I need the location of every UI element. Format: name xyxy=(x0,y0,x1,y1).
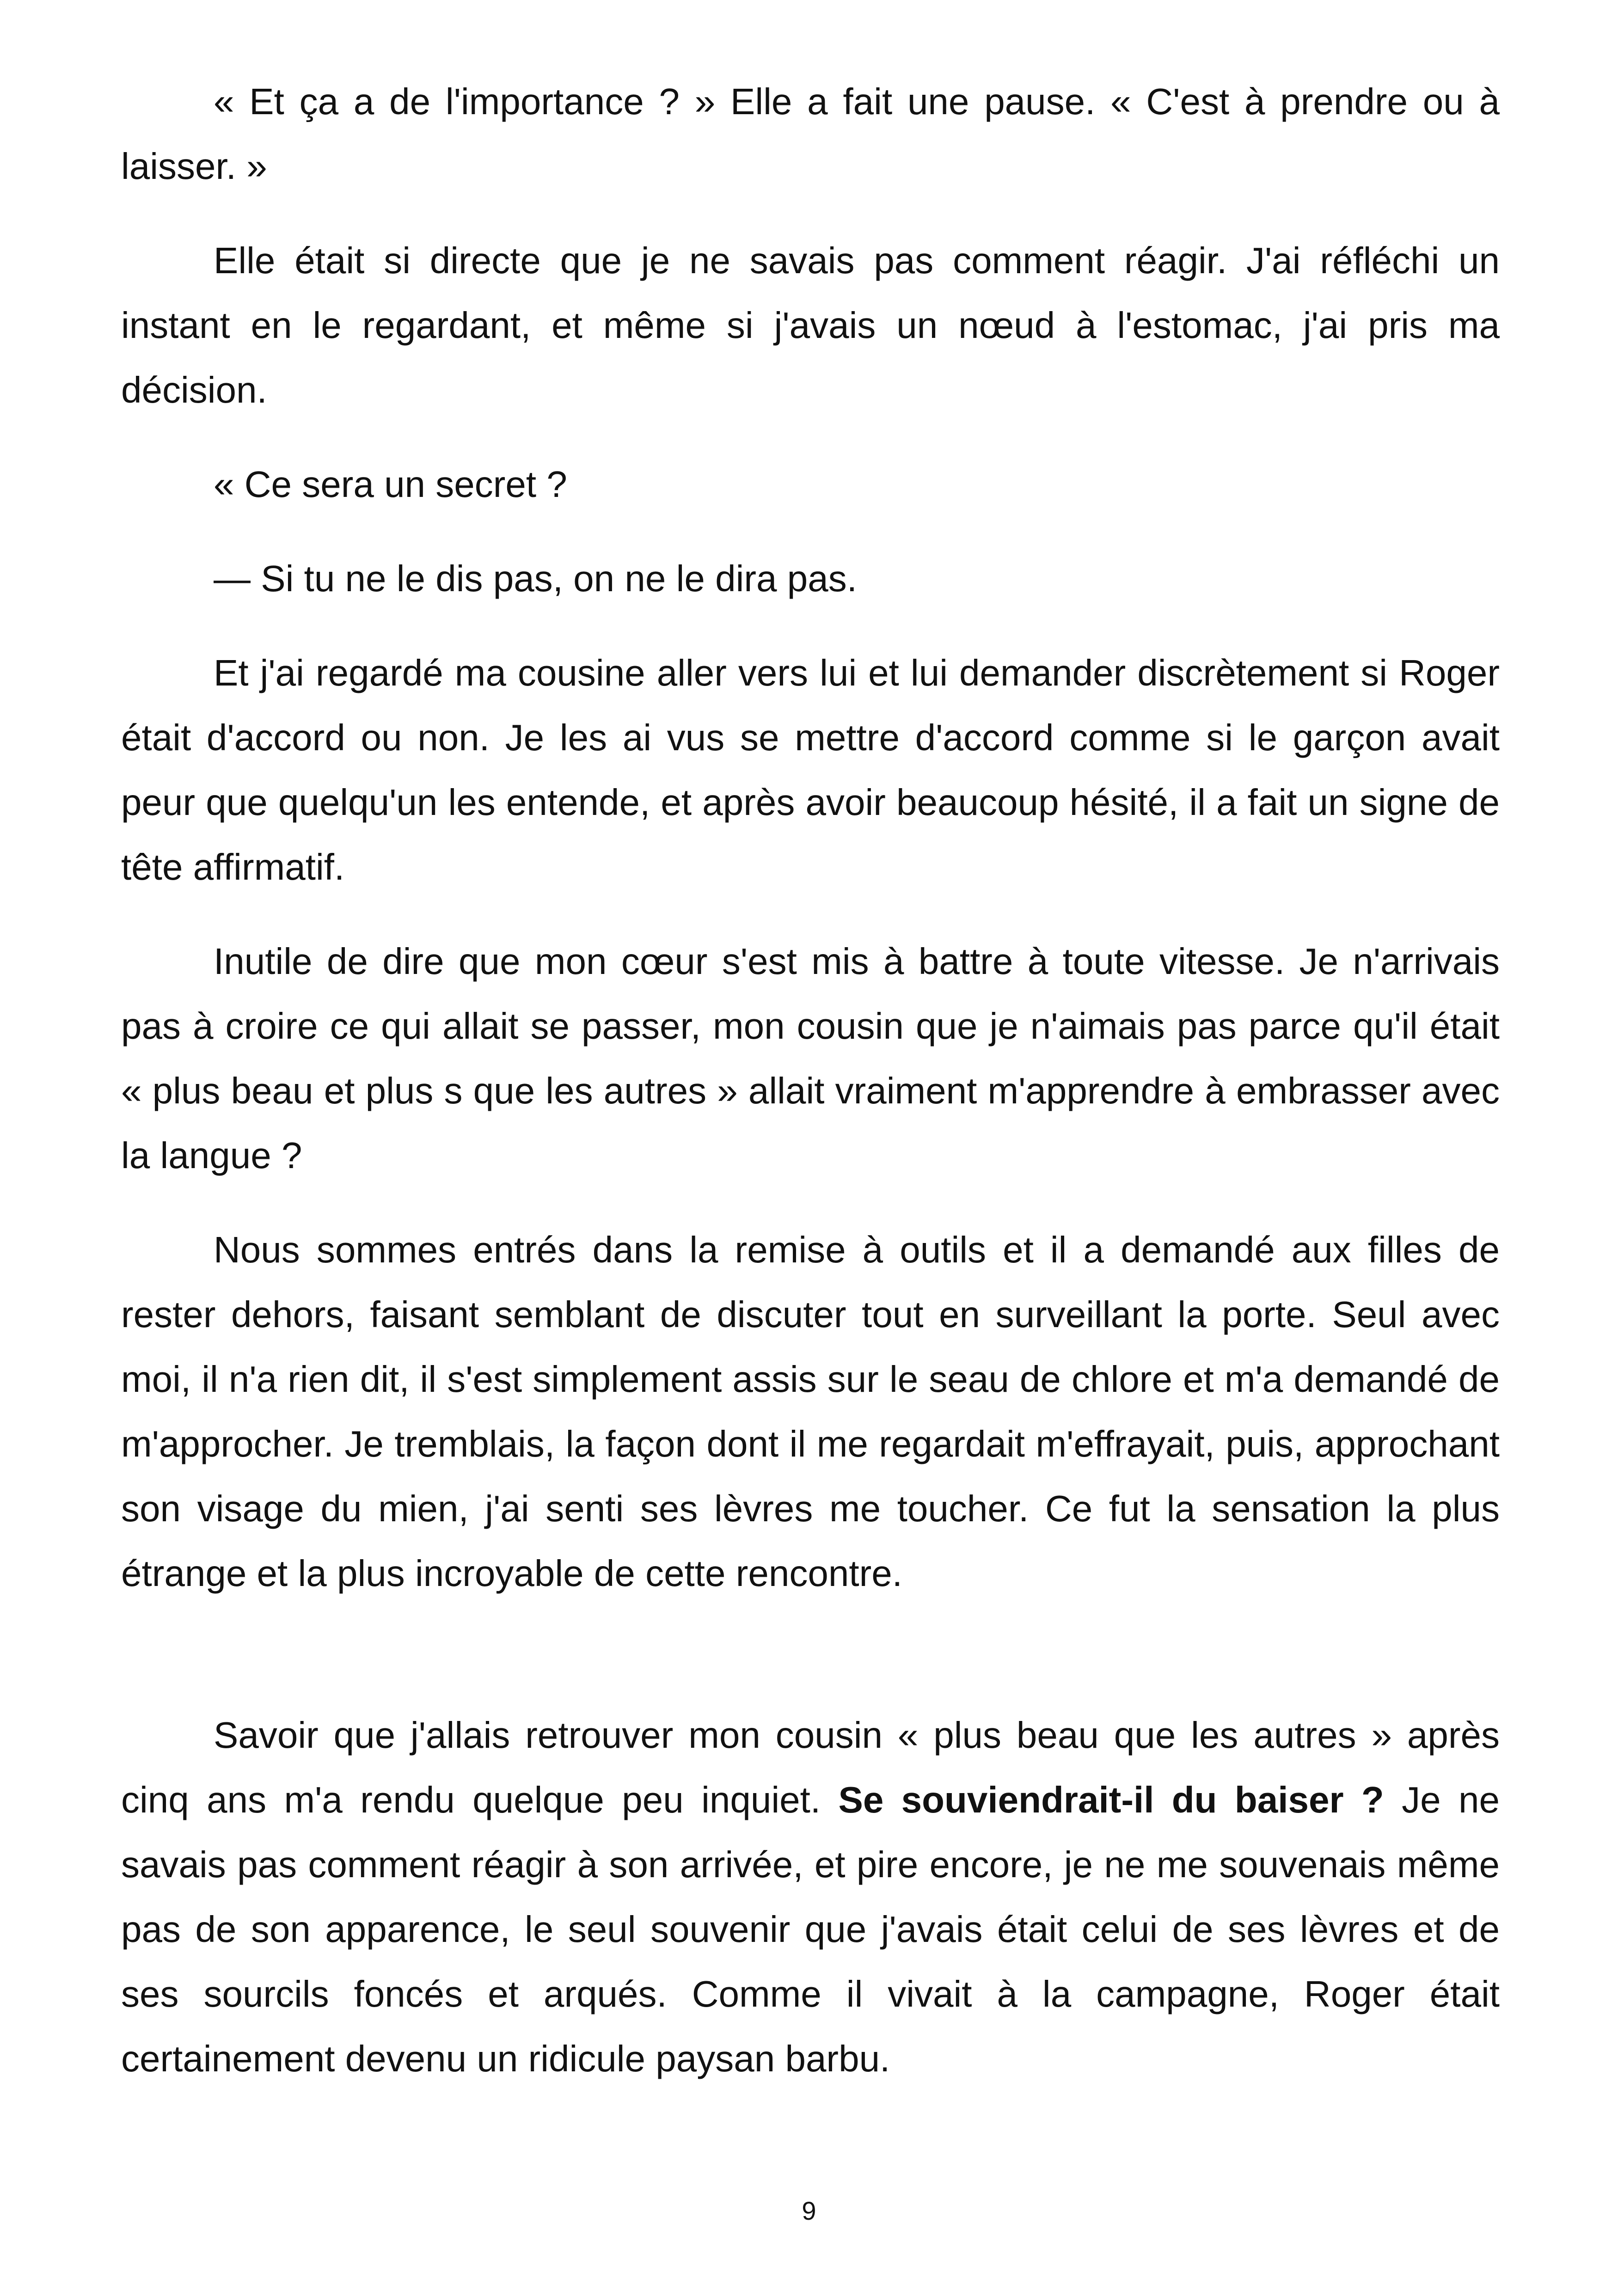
paragraph: — Si tu ne le dis pas, on ne le dira pas. xyxy=(214,558,857,599)
bold-question: Se souviendrait-il du baiser ? xyxy=(838,1779,1384,1820)
paragraph-text: Savoir que j'allais retrouver mon cousin « plus beau que les autres » après cinq ans m'a rendu quelque peu inquiet. xyxy=(121,1714,1500,1820)
paragraph: « Et ça a de l'importance ? » Elle a fait une pause. « C'est à prendre ou à laisser. » xyxy=(121,81,1500,187)
body-text xyxy=(121,69,1500,2121)
paragraph-text: Je ne savais pas comment réagir à son arrivée, et pire encore, je ne me souvenais même pas de son apparence, le seul souvenir que j'avais était celui de ses lèvres et de ses sourcils foncés et arqués. Comme il vivait à la campagne, Roger était certainement devenu un ridicule paysan barbu. xyxy=(121,1779,1500,2079)
paragraph-final xyxy=(121,1703,1500,2091)
paragraph: Nous sommes entrés dans la remise à outils et il a demandé aux filles de rester dehors, faisant semblant de discuter tout en surveillant la porte. Seul avec moi, il n'a rien dit, il s'est simplement assis sur le seau de chlore et m'a demandé de m'approcher. Je tremblais, la façon dont il me regardait m'effrayait, puis, approchant son visage du mien, j'ai senti ses lèvres me toucher. Ce fut la sensation la plus étrange et la plus incroyable de cette rencontre. xyxy=(121,1229,1500,1594)
paragraph: Et j'ai regardé ma cousine aller vers lui et lui demander discrètement si Roger était d'accord ou non. Je les ai vus se mettre d'accord comme si le garçon avait peur que quelqu'un les entende, et après avoir beaucoup hésité, il a fait un signe de tête affirmatif. xyxy=(121,652,1500,888)
paragraph: Elle était si directe que je ne savais pas comment réagir. J'ai réfléchi un instant en le regardant, et même si j'avais un nœud à l'estomac, j'ai pris ma décision. xyxy=(121,240,1500,410)
paragraph: Inutile de dire que mon cœur s'est mis à battre à toute vitesse. Je n'arrivais pas à croire ce qui allait se passer, mon cousin que je n'aimais pas parce qu'il était « plus beau et plus s que les autres » allait vraiment m'apprendre à embrasser avec la langue ? xyxy=(121,941,1500,1176)
page-number: 9 xyxy=(802,2196,816,2225)
paragraph: « Ce sera un secret ? xyxy=(214,464,567,505)
